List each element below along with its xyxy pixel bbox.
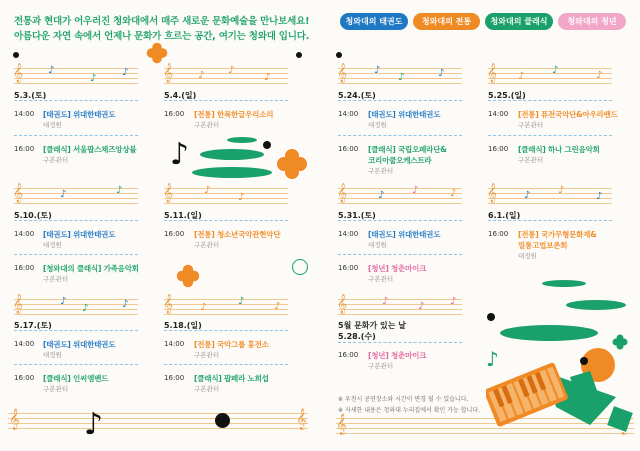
music-note-icon: ♪ xyxy=(82,303,89,314)
divider xyxy=(164,330,288,331)
music-note-icon: ♪ xyxy=(486,347,499,371)
decor-dot xyxy=(296,52,302,58)
decor-dot xyxy=(263,141,271,149)
day-date-line-2: 5.28.(수) xyxy=(338,332,376,341)
music-note-icon: ♪ xyxy=(204,185,211,196)
divider xyxy=(164,100,288,101)
divider xyxy=(338,220,462,221)
legend-taekwondo: 청와대의 태권도 xyxy=(340,13,408,30)
music-note-icon: ♪ xyxy=(274,301,281,312)
music-note-icon: ♪ xyxy=(122,67,129,78)
event-venue: 대정원 xyxy=(518,252,537,260)
notice-text: ※ 우천시 공연장소와 시간이 변경 될 수 있습니다. xyxy=(338,396,469,403)
day-date: 6.1.(일) xyxy=(488,211,521,220)
divider xyxy=(164,364,288,365)
decor-circle xyxy=(292,259,308,275)
event-time: 16:00 xyxy=(488,230,509,238)
music-note-icon: ♪ xyxy=(450,296,457,307)
treble-clef-icon: 𝄞 xyxy=(9,409,20,430)
treble-clef-icon: 𝄞 xyxy=(336,414,347,435)
treble-clef-icon: 𝄞 xyxy=(487,63,498,83)
treble-clef-icon: 𝄞 xyxy=(487,183,498,203)
decor-shape xyxy=(192,167,272,178)
divider xyxy=(164,220,288,221)
divider xyxy=(338,135,462,136)
music-staff xyxy=(163,294,288,318)
event-venue: 구본관터 xyxy=(194,121,220,129)
music-note-icon: ♪ xyxy=(60,296,67,307)
event-time: 16:00 xyxy=(14,374,35,382)
event-time: 16:00 xyxy=(488,145,509,153)
music-note-icon: ♪ xyxy=(412,185,419,196)
music-note-icon: ♪ xyxy=(90,73,97,84)
divider xyxy=(14,100,138,101)
music-note-icon: ♪ xyxy=(48,65,55,76)
treble-clef-icon: 𝄞 xyxy=(13,63,24,83)
event-venue: 구본관터 xyxy=(43,156,69,164)
divider xyxy=(338,100,462,101)
event-title: [태권도] 위대한태권도 xyxy=(368,110,441,119)
event-title: [청년] 청춘마이크 xyxy=(368,264,427,273)
event-title: [클래식] 하나 그린음악회 xyxy=(518,145,600,154)
divider xyxy=(488,135,612,136)
music-note-icon: ♪ xyxy=(398,72,405,83)
decor-shape xyxy=(227,137,257,143)
treble-clef-icon: 𝄞 xyxy=(163,183,174,203)
event-time: 14:00 xyxy=(164,340,185,348)
music-note-icon: ♪ xyxy=(558,185,565,196)
event-title: [전통] 한복한글우리소리 xyxy=(194,110,274,119)
music-note-icon: ♪ xyxy=(378,190,385,201)
event-time: 14:00 xyxy=(488,110,509,118)
music-note-icon: ♪ xyxy=(518,71,525,82)
event-venue: 구본관터 xyxy=(194,351,220,359)
decor-dot xyxy=(13,52,19,58)
day-date: 5.10.(토) xyxy=(14,211,52,220)
music-note-icon: ♪ xyxy=(596,191,603,202)
day-date: 5.4.(일) xyxy=(164,91,197,100)
event-title: [태권도] 위대한태권도 xyxy=(43,110,116,119)
event-time: 16:00 xyxy=(338,264,359,272)
flower-icon xyxy=(146,42,168,64)
music-staff xyxy=(163,183,288,207)
event-venue: 대정원 xyxy=(43,121,62,129)
day-date: 5.11.(일) xyxy=(164,211,202,220)
music-staff xyxy=(337,183,462,207)
music-note-icon: ♪ xyxy=(450,188,457,199)
music-note-icon: ♪ xyxy=(374,65,381,76)
event-title: [청와대의 클래식] 가족음악회 xyxy=(43,264,139,273)
event-time: 16:00 xyxy=(338,351,359,359)
event-title: [전통] 국악그룹 홍전소 xyxy=(194,340,269,349)
event-venue: 구본관터 xyxy=(368,275,394,283)
event-time: 16:00 xyxy=(164,230,185,238)
event-time: 16:00 xyxy=(164,110,185,118)
music-staff xyxy=(487,183,612,207)
event-title: [클래식] 인씨엠밴드 xyxy=(43,374,109,383)
event-title: [태권도] 위대한태권도 xyxy=(43,230,116,239)
event-time: 14:00 xyxy=(14,230,35,238)
treble-clef-icon: 𝄞 xyxy=(296,409,307,430)
day-date: 5.31.(토) xyxy=(338,211,376,220)
music-staff xyxy=(8,418,308,419)
day-date: 5.24.(토) xyxy=(338,91,376,100)
event-time: 14:00 xyxy=(14,340,35,348)
music-note-icon: ♪ xyxy=(116,185,123,196)
event-title: [전통] 국가무형문화재& xyxy=(518,230,597,239)
divider xyxy=(14,254,138,255)
event-time: 16:00 xyxy=(14,145,35,153)
divider xyxy=(338,254,462,255)
event-venue: 구본관터 xyxy=(518,156,544,164)
treble-clef-icon: 𝄞 xyxy=(13,294,24,314)
decor-dot xyxy=(336,52,342,58)
divider xyxy=(488,100,612,101)
event-venue: 구본관터 xyxy=(43,275,69,283)
music-note-icon: ♪ xyxy=(524,190,531,201)
divider xyxy=(14,135,138,136)
piano-illustration xyxy=(486,345,636,440)
event-title: [클래식] 팝페라 노희섭 xyxy=(194,374,269,383)
treble-clef-icon: 𝄞 xyxy=(337,63,348,83)
day-date: 5월 문화가 있는 날 xyxy=(338,321,407,330)
event-time: 16:00 xyxy=(164,374,185,382)
notice-text: ※ 자세한 내용은 청와대 누리집에서 확인 가능 합니다. xyxy=(338,407,481,414)
event-venue: 대정원 xyxy=(368,121,387,129)
event-venue: 구본관터 xyxy=(194,241,220,249)
music-note-icon: ♪ xyxy=(238,296,245,307)
music-note-icon: ♪ xyxy=(438,68,445,79)
decor-shape xyxy=(542,280,586,287)
day-date: 5.17.(토) xyxy=(14,321,52,330)
day-date: 5.3.(토) xyxy=(14,91,47,100)
event-title: [전통] 퓨전국악단&아우라밴드 xyxy=(518,110,618,119)
event-venue: 구본관터 xyxy=(368,167,394,175)
event-venue: 대정원 xyxy=(43,351,62,359)
treble-clef-icon: 𝄞 xyxy=(163,294,174,314)
event-venue: 구본관터 xyxy=(368,362,394,370)
event-time: 14:00 xyxy=(14,110,35,118)
event-title: [태권도] 위대한태권도 xyxy=(43,340,116,349)
music-note-icon: ♪ xyxy=(238,192,245,203)
divider xyxy=(488,220,612,221)
intro-line-2: 아름다운 자연 속에서 언제나 문화가 흐르는 공간, 여기는 청와대 입니다. xyxy=(14,31,310,42)
music-note-icon: ♪ xyxy=(418,301,425,312)
treble-clef-icon: 𝄞 xyxy=(163,63,174,83)
legend-classical: 청와대의 클래식 xyxy=(485,13,553,30)
event-title: [클래식] 서울팝스채즈앙상블 xyxy=(43,145,137,154)
music-note-icon: ♪ xyxy=(170,137,190,172)
legend-youth: 청와대의 청년 xyxy=(558,13,626,30)
event-title: [청년] 청춘마이크 xyxy=(368,351,427,360)
music-staff xyxy=(487,63,612,87)
decor-dot xyxy=(215,413,230,428)
event-title-line-2: 밀통고법보존회 xyxy=(518,241,568,250)
event-venue: 대정원 xyxy=(43,241,62,249)
event-title: [태권도] 위대한태권도 xyxy=(368,230,441,239)
music-note-icon: ♪ xyxy=(552,65,559,76)
flower-icon xyxy=(276,148,308,180)
music-note-icon: ♪ xyxy=(200,302,207,313)
divider xyxy=(338,342,462,343)
event-venue: 대정원 xyxy=(368,241,387,249)
music-staff xyxy=(8,428,308,429)
music-staff xyxy=(8,413,308,414)
music-staff xyxy=(337,294,462,318)
music-note-icon: ♪ xyxy=(84,407,104,442)
music-note-icon: ♪ xyxy=(228,65,235,76)
event-time: 16:00 xyxy=(338,145,359,153)
music-note-icon: ♪ xyxy=(198,70,205,81)
event-time: 14:00 xyxy=(338,110,359,118)
event-venue: 구본관터 xyxy=(43,385,69,393)
music-staff xyxy=(163,63,288,87)
decor-shape xyxy=(500,325,598,341)
legend-traditional: 청와대의 전통 xyxy=(413,13,480,30)
day-date: 5.25.(일) xyxy=(488,91,526,100)
day-date: 5.18.(일) xyxy=(164,321,202,330)
event-time: 14:00 xyxy=(338,230,359,238)
music-staff xyxy=(13,294,138,318)
divider xyxy=(14,220,138,221)
treble-clef-icon: 𝄞 xyxy=(337,183,348,203)
event-title: [전통] 청소년국악관현악단 xyxy=(194,230,281,239)
music-staff xyxy=(13,63,138,87)
treble-clef-icon: 𝄞 xyxy=(13,183,24,203)
decor-shape xyxy=(566,300,626,310)
divider xyxy=(14,330,138,331)
event-time: 16:00 xyxy=(14,264,35,272)
event-venue: 구본관터 xyxy=(194,385,220,393)
music-note-icon: ♪ xyxy=(264,72,271,83)
intro-line-1: 전통과 현대가 어우러진 청와대에서 매주 새로운 문화예술을 만나보세요! xyxy=(14,16,310,27)
music-note-icon: ♪ xyxy=(60,189,67,200)
decor-shape xyxy=(200,149,264,160)
event-title: [클래식] 국립오페라단& xyxy=(368,145,447,154)
event-title-line-2: 코리아쿱오케스트라 xyxy=(368,156,432,165)
music-staff xyxy=(13,183,138,207)
music-note-icon: ♪ xyxy=(122,299,129,310)
event-venue: 구본관터 xyxy=(518,121,544,129)
decor-dot xyxy=(487,313,495,321)
flower-icon xyxy=(176,264,200,288)
music-note-icon: ♪ xyxy=(596,70,603,81)
music-staff xyxy=(337,63,462,87)
divider xyxy=(14,364,138,365)
music-staff xyxy=(8,423,308,424)
treble-clef-icon: 𝄞 xyxy=(337,294,348,314)
music-note-icon: ♪ xyxy=(382,296,389,307)
